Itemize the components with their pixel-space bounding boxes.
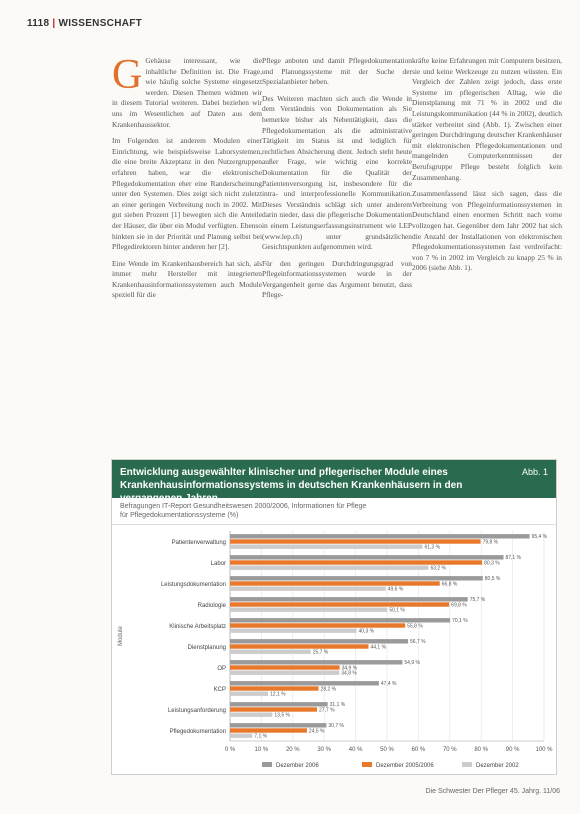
- data-label: 80,3 %: [484, 560, 500, 567]
- category-label: Radiologie: [197, 603, 226, 610]
- page-footer: Die Schwester Der Pfleger 45. Jahrg. 11/06: [425, 788, 560, 795]
- paragraph: Pflege anboten und damit Pflegedokumentation und Planungssysteme mit der Suche der Spezialanbieter heben.: [262, 56, 412, 87]
- paragraph: Des Weiteren machten sich auch die Wende in dem Verständnis von Dokumentation als Sie bemerkte bisher als Nebentätigkeit, dass die Pflegedokumentation als die administrative Tätigkeit im Status ist und lediglich für rechtlichen Absicherung dient. Jedoch steht heute außer Frage, wie wichtig eine korrekte Dokumentation für die Qualität der Patientenversorgung ist, insbesondere für die intra- und interprofessionelle Kommunikation. Dieses Verständnis schlägt sich unter anderem darin nieder, dass die pflegerische Dokumentation in einem Leistungserfassungsinstrument wie LEP (www.lep.ch) unter grundsätzlichen Gesichtspunkten aufgenommen wird.: [262, 93, 412, 252]
- article-column-3: [412, 56, 562, 280]
- bar: [230, 723, 326, 727]
- data-label: 50,1 %: [389, 607, 405, 614]
- data-label: 7,1 %: [254, 733, 268, 740]
- data-label: 87,1 %: [505, 555, 522, 562]
- section-title: WISSENSCHAFT: [58, 18, 143, 29]
- paragraph: Für den geringen Durchdringungsgrad von Pflegeinformationssystemen wurde in der Vergangenheit gerne das Argument benutzt, dass Pflege-: [262, 258, 412, 300]
- bar: [230, 566, 428, 570]
- paragraph: Im Folgenden ist anderem Modulen einer Einrichtung, wie beispielsweise Laborsystemen, die eine breite Akzeptanz in den Nutzergruppen erfahren haben, war die elektronische Pflegedokumentation eher eine Randerscheinung unter den Systemen. Dies zeigt sich nicht zuletzt an einer geringen Verbreitung noch in 2002. Mit gut sieben Prozent [1] bewegten sich die Anteile der Häuser, die über ein Modul verfügten. Ebenso hinkten sie in der Priorität und Planung selbst bei Pflegedirektoren hinter anderen her [2].: [112, 136, 262, 252]
- legend-label: Dezember 2006: [276, 763, 319, 769]
- data-label: 66,8 %: [441, 581, 458, 588]
- bar: [230, 650, 311, 654]
- x-tick-label: 70 %: [442, 747, 457, 753]
- data-label: 27,7 %: [318, 707, 335, 714]
- legend-swatch: [262, 762, 272, 767]
- bar: [230, 597, 468, 601]
- bar: [230, 560, 482, 564]
- data-label: 44,1 %: [370, 644, 387, 651]
- figure-subtitle-line-1: Befragungen IT-Report Gesundheitswesen 2000/2006, Informationen für Pflege: [120, 503, 367, 510]
- bar: [230, 639, 408, 643]
- legend-label: Dezember 2005/2006: [376, 763, 434, 769]
- bar: [230, 681, 379, 685]
- bar: [230, 713, 272, 717]
- drop-cap: G: [112, 52, 143, 98]
- data-label: 75,7 %: [469, 597, 486, 604]
- data-label: 49,6 %: [387, 586, 404, 593]
- category-label: Pflegedokumentation: [169, 729, 226, 736]
- data-label: 69,8 %: [451, 602, 467, 609]
- bar: [230, 587, 386, 591]
- bar: [230, 608, 387, 612]
- data-label: 40,3 %: [358, 628, 375, 635]
- data-label: 31,1 %: [329, 702, 346, 709]
- y-axis-label: Module: [118, 626, 124, 646]
- x-tick-label: 90 %: [505, 747, 520, 753]
- bar: [230, 686, 319, 690]
- category-label: Dienstplanung: [187, 645, 226, 652]
- data-label: 30,7 %: [328, 723, 344, 730]
- category-label: Labor: [210, 561, 226, 568]
- data-label: 79,8 %: [482, 539, 499, 546]
- figure-subtitle-line-2: für Pflegedokumentationssysteme (%): [120, 512, 239, 519]
- category-label: Patientenverwaltung: [171, 540, 226, 547]
- bar: [230, 534, 530, 538]
- data-label: 63,2 %: [430, 565, 447, 572]
- legend-swatch: [362, 762, 372, 767]
- category-label: OP: [217, 666, 226, 673]
- bar: [230, 618, 450, 622]
- data-label: 25,7 %: [312, 649, 329, 656]
- data-label: 54,9 %: [404, 660, 420, 667]
- bar: [230, 671, 339, 675]
- x-tick-label: 40 %: [348, 747, 363, 753]
- paragraph: Eine Wende im Krankenhausbereich hat sich, als immer mehr Hersteller mit integrierten Krankenhausinformationssystemen auch Module speziell für die: [112, 258, 262, 300]
- page-header: [27, 18, 142, 29]
- x-tick-label: 20 %: [285, 747, 300, 753]
- category-label: Klinische Arbeitsplatz: [169, 624, 226, 631]
- bar: [230, 644, 368, 648]
- article-column-2: [262, 56, 412, 307]
- bar: [230, 545, 422, 549]
- bar: [230, 539, 481, 543]
- bar: [230, 728, 307, 732]
- figure-abb-1: [111, 459, 557, 775]
- data-label: 56,7 %: [410, 639, 426, 646]
- page-number: 1118: [27, 18, 50, 29]
- data-label: 95,4 %: [531, 534, 548, 541]
- paragraph: [112, 52, 262, 130]
- bar: [230, 602, 449, 606]
- data-label: 13,5 %: [274, 712, 290, 719]
- data-label: 24,5 %: [308, 728, 325, 735]
- data-label: 47,4 %: [380, 681, 397, 688]
- legend-swatch: [462, 762, 472, 767]
- header-separator: |: [52, 18, 56, 29]
- figure-title-line-1: Entwicklung ausgewählter klinischer und pflegerischer Module eines: [120, 467, 448, 478]
- bar: [230, 629, 357, 633]
- bar: [230, 660, 402, 664]
- data-label: 61,3 %: [424, 544, 441, 551]
- data-label: 70,1 %: [452, 618, 468, 625]
- category-label: Leistungsanforderung: [167, 708, 226, 715]
- data-label: 55,8 %: [407, 623, 423, 630]
- figure-title-bar: [112, 460, 556, 504]
- x-tick-label: 30 %: [317, 747, 332, 753]
- paragraph: Zusammenfassend lässt sich sagen, dass die Verbreitung von Pflegeinformationssystemen in Deutschland einen enormen Schritt nach vorne vollzogen hat. Gegenüber dem Jahr 2002 hat sich die Anzahl der Installationen von elektronischen Pflegedokumentationssystemen fast verdreifacht: von 7 % in 2002 im Vergleich zu knapp 25 % in 2006 (siehe Abb. 1).: [412, 189, 562, 273]
- bar: [230, 734, 252, 738]
- bar: [230, 665, 340, 669]
- paragraph-text: Gehäuse interessant, wie die inhaltliche Definition ist. Die Frage, wie häufig solche Systeme eingesetzt werden. Diesen Themen widmen wir in diesem Tutorial weiteren. Dabei beziehen wir uns im Wesentlichen auf Daten aus dem Krankenhaussektor.: [112, 56, 262, 129]
- x-tick-label: 80 %: [474, 747, 489, 753]
- bar: [230, 555, 503, 559]
- figure-label: Abb. 1: [521, 467, 548, 477]
- bar: [230, 623, 405, 627]
- x-tick-label: 10 %: [254, 747, 269, 753]
- legend-label: Dezember 2002: [476, 763, 519, 769]
- bar: [230, 707, 317, 711]
- data-label: 34,9 %: [341, 665, 358, 672]
- data-label: 12,1 %: [269, 691, 286, 698]
- figure-title-line-2: Krankenhausinformationssystems in deutschen Krankenhäusern in den vergangenen Jahren: [120, 480, 463, 504]
- x-tick-label: 100 %: [535, 747, 553, 753]
- data-label: 34,8 %: [341, 670, 357, 677]
- data-label: 80,5 %: [484, 576, 501, 583]
- category-label: Leistungsdokumentation: [160, 582, 226, 589]
- bar: [230, 702, 328, 706]
- bar: [230, 581, 440, 585]
- bar-chart: [112, 525, 556, 779]
- article-column-1: [112, 52, 262, 307]
- x-tick-label: 0 %: [224, 747, 236, 753]
- x-tick-label: 50 %: [380, 747, 394, 753]
- bar: [230, 576, 483, 580]
- paragraph: kräfte keine Erfahrungen mit Computern besitzen, sie und keine Werkzeuge zu nutzen wüssten. Ein Vergleich der Zahlen zeigt jedoch, dass erste Systeme im pflegerischen Alltag, wie die Dienstplanung mit 71 % in 2002 und die Leistungskommunikation (44 % in 2002), deutlich stärker verbreitet sind (Abb. 1). Zwischen einer geringen Durchdringung deutscher Krankenhäuser mit elektronischen Pflegedokumentationen und mangelnden Computerkenntnissen der Berufsgruppe Pflege besteht folglich kein Zusammenhang.: [412, 56, 562, 182]
- x-tick-label: 60 %: [411, 747, 426, 753]
- bar: [230, 692, 268, 696]
- category-label: KCP: [213, 687, 226, 694]
- data-label: 28,2 %: [320, 686, 337, 693]
